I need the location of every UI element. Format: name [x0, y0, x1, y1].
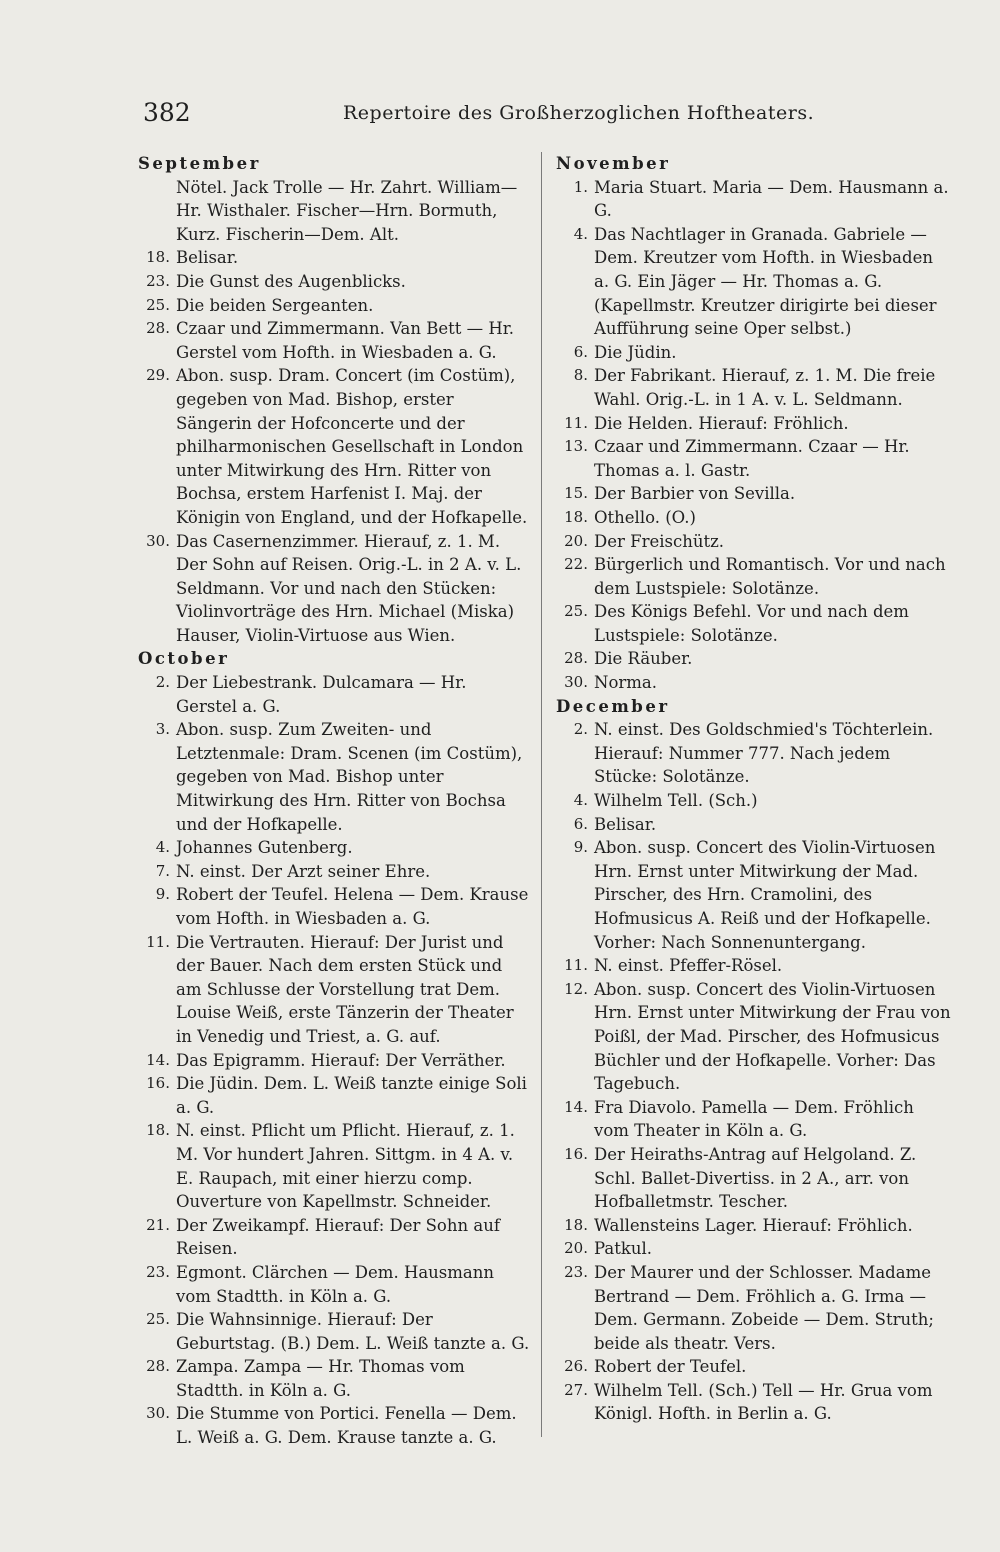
performance-entry — [138, 1308, 530, 1355]
entry-text: Die Wahnsinnige. Hierauf: Der Geburtstag. (B.) Dem. L. Weiß tanzte a. G. — [176, 1310, 530, 1353]
performance-entry — [556, 506, 952, 530]
entry-date: 18. — [146, 248, 170, 267]
left-column — [138, 152, 530, 1450]
entry-text: Der Freischütz. — [594, 531, 725, 551]
entry-date: 14. — [564, 1097, 588, 1116]
entry-text: Die Räuber. — [594, 649, 693, 669]
entry-date: 11. — [146, 932, 170, 951]
entry-text: Der Zweikampf. Hierauf: Der Sohn auf Reisen. — [176, 1215, 500, 1259]
entry-text: Belisar. — [594, 814, 657, 834]
performance-entry — [556, 553, 952, 600]
entry-date: 25. — [146, 295, 170, 314]
entry-text: N. einst. Der Arzt seiner Ehre. — [176, 861, 431, 881]
entry-date: 25. — [564, 602, 588, 621]
performance-entry — [138, 1402, 530, 1449]
performance-entry — [556, 978, 952, 1096]
entry-text: Abon. susp. Concert des Violin-Virtuosen Hrn. Ernst unter Mitwirkung der Frau von Poißl, der Mad. Pirscher, des Hofmusicus Büchler und der Hofkapelle. Vorher: Das Tagebuch. — [594, 979, 951, 1094]
entry-date: 28. — [146, 319, 170, 338]
entry-text: Der Barbier von Sevilla. — [594, 484, 796, 504]
entry-date: 30. — [146, 531, 170, 550]
entry-date: 4. — [573, 791, 588, 810]
performance-entry — [556, 600, 952, 647]
entry-date: 27. — [564, 1380, 588, 1399]
performance-entry — [556, 412, 952, 436]
entry-text: Bürgerlich und Romantisch. Vor und nach dem Lustspiele: Solotänze. — [594, 555, 946, 598]
entry-text: Der Heiraths-Antrag auf Helgoland. Z. Schl. Ballet-Divertiss. in 2 A., arr. von Hofballetmstr. Tescher. — [594, 1144, 917, 1212]
entry-date: 29. — [146, 366, 170, 385]
performance-entry — [556, 813, 952, 837]
entry-text: Das Epigramm. Hierauf: Der Verräther. — [176, 1050, 506, 1070]
performance-entry — [138, 931, 530, 1049]
entry-date: 30. — [564, 673, 588, 692]
entry-date: 30. — [146, 1404, 170, 1423]
entry-date: 25. — [146, 1310, 170, 1329]
entry-text: Belisar. — [176, 248, 239, 268]
performance-entry — [556, 1379, 952, 1426]
entry-date: 2. — [155, 673, 170, 692]
entry-text: Johannes Gutenberg. — [176, 838, 353, 858]
performance-entry — [138, 718, 530, 836]
performance-entry — [556, 1261, 952, 1355]
entry-text: Othello. (O.) — [594, 507, 696, 527]
entry-date: 14. — [146, 1050, 170, 1069]
entry-date: 28. — [146, 1357, 170, 1376]
performance-entry — [138, 1261, 530, 1308]
entry-date: 23. — [146, 271, 170, 290]
entry-text: N. einst. Des Goldschmied's Töchterlein. Hierauf: Nummer 777. Nach jedem Stücke: Solotänze. — [594, 720, 934, 787]
entry-text: N. einst. Pflicht um Pflicht. Hierauf, z. 1. M. Vor hundert Jahren. Sittgm. in 4 A. v. E. Raupach, mit einer hierzu comp. Ouverture von Kapellmstr. Schneider. — [176, 1121, 515, 1212]
entry-date: 20. — [564, 531, 588, 550]
performance-entry — [556, 1143, 952, 1214]
entry-date: 11. — [564, 956, 588, 975]
entry-date: 21. — [146, 1215, 170, 1234]
entry-text: Die beiden Sergeanten. — [176, 295, 374, 315]
entry-text: Czaar und Zimmermann. Czaar — Hr. Thomas a. l. Gastr. — [594, 437, 910, 480]
performance-entry — [138, 1049, 530, 1073]
entry-date: 13. — [564, 437, 588, 456]
performance-entry — [556, 647, 952, 671]
entry-text: Maria Stuart. Maria — Dem. Hausmann a. G. — [594, 177, 949, 221]
entry-text: Egmont. Clärchen — Dem. Hausmann vom Stadtth. in Köln a. G. — [176, 1262, 494, 1306]
entry-text: Der Fabrikant. Hierauf, z. 1. M. Die freie Wahl. Orig.-L. in 1 A. v. L. Seldmann. — [594, 366, 936, 409]
entry-date: 12. — [564, 979, 588, 998]
entry-text: Das Casernenzimmer. Hierauf, z. 1. M. Der Sohn auf Reisen. Orig.-L. in 2 A. v. L. Seldmann. Vor und nach den Stücken: Violinvorträge des Hrn. Michael (Miska) Hauser, Violin-Virtuose aus Wien. — [176, 531, 522, 645]
entry-date: 1. — [573, 177, 588, 196]
entry-text: Wallensteins Lager. Hierauf: Fröhlich. — [594, 1215, 913, 1235]
performance-entry — [138, 860, 530, 884]
performance-entry — [556, 364, 952, 411]
entry-date: 28. — [564, 649, 588, 668]
page-header — [143, 98, 843, 134]
entry-text: Czaar und Zimmermann. Van Bett — Hr. Gerstel vom Hofth. in Wiesbaden a. G. — [176, 319, 515, 362]
entry-date: 3. — [155, 720, 170, 739]
entry-date: 16. — [146, 1074, 170, 1093]
performance-entry — [138, 1072, 530, 1119]
entry-text: Die Vertrauten. Hierauf: Der Jurist und der Bauer. Nach dem ersten Stück und am Schlusse der Vorstellung trat Dem. Louise Weiß, erste Tänzerin der Theater in Venedig und Triest, a. G. auf. — [176, 932, 514, 1046]
entry-date: 22. — [564, 555, 588, 574]
performance-entry — [138, 1355, 530, 1402]
entry-text: N. einst. Pfeffer-Rösel. — [594, 956, 783, 976]
month-heading: November — [556, 154, 671, 173]
entry-date: 8. — [573, 366, 588, 385]
column-divider — [541, 152, 542, 1437]
performance-entry — [556, 671, 952, 695]
entry-text: Die Jüdin. Dem. L. Weiß tanzte einige Soli a. G. — [176, 1074, 527, 1117]
entry-date: 7. — [155, 861, 170, 880]
performance-entry — [138, 1119, 530, 1213]
performance-entry — [138, 246, 530, 270]
entry-text: Robert der Teufel. — [594, 1357, 747, 1377]
entry-text: Norma. — [594, 673, 657, 693]
performance-entry — [556, 836, 952, 954]
entry-date: 18. — [564, 507, 588, 526]
entry-text: Die Stumme von Portici. Fenella — Dem. L. Weiß a. G. Dem. Krause tanzte a. G. — [176, 1404, 517, 1448]
performance-entry — [138, 364, 530, 529]
performance-entry — [138, 530, 530, 648]
performance-entry — [138, 1214, 530, 1261]
entry-text: Die Jüdin. — [594, 342, 677, 362]
performance-entry — [556, 954, 952, 978]
entry-date: 18. — [564, 1215, 588, 1234]
performance-entry — [556, 1237, 952, 1261]
entry-text: Abon. susp. Concert des Violin-Virtuosen Hrn. Ernst unter Mitwirkung der Mad. Pirscher, des Hrn. Cramolini, des Hofmusicus A. Reiß und der Hofkapelle. Vorher: Nach Sonnenuntergang. — [594, 838, 936, 952]
performance-entry — [556, 223, 952, 341]
entry-date: 16. — [564, 1144, 588, 1163]
entry-date: 11. — [564, 413, 588, 432]
entry-text: Abon. susp. Dram. Concert (im Costüm), gegeben von Mad. Bishop, erster Sängerin der Hofconcerte und der philharmonischen Gesellschaft in London unter Mitwirkung des Hrn. Ritter von Bochsa, erstem Harfenist I. Maj. der Königin von England, und der Hofkapelle. — [176, 366, 528, 527]
performance-entry — [556, 789, 952, 813]
right-column — [556, 152, 952, 1426]
entry-text: Die Gunst des Augenblicks. — [176, 271, 406, 291]
entry-continuation: Nötel. Jack Trolle — Hr. Zahrt. William—Hr. Wisthaler. Fischer—Hrn. Bormuth, Kurz. Fischerin—Dem. Alt. — [176, 177, 518, 244]
entry-date: 15. — [564, 484, 588, 503]
month-heading: October — [138, 649, 230, 669]
entry-text: Die Helden. Hierauf: Fröhlich. — [594, 413, 849, 433]
entry-text: Zampa. Zampa — Hr. Thomas vom Stadtth. in Köln a. G. — [176, 1357, 465, 1400]
entry-date: 6. — [573, 342, 588, 361]
performance-entry — [556, 718, 952, 789]
month-heading: December — [556, 696, 670, 716]
entry-text: Robert der Teufel. Helena — Dem. Krause vom Hofth. in Wiesbaden a. G. — [176, 885, 529, 928]
entry-date: 4. — [155, 838, 170, 857]
entry-text: Wilhelm Tell. (Sch.) Tell — Hr. Grua vom Königl. Hofth. in Berlin a. G. — [594, 1380, 933, 1424]
entry-date: 20. — [564, 1239, 588, 1258]
entry-date: 9. — [573, 838, 588, 857]
performance-entry — [138, 671, 530, 718]
entry-date: 6. — [573, 814, 588, 833]
performance-entry — [556, 1096, 952, 1143]
entry-date: 4. — [573, 224, 588, 243]
performance-entry — [138, 836, 530, 860]
performance-entry — [138, 317, 530, 364]
performance-entry — [556, 341, 952, 365]
entry-text: Fra Diavolo. Pamella — Dem. Fröhlich vom Theater in Köln a. G. — [594, 1097, 914, 1141]
month-heading: September — [138, 154, 261, 173]
performance-entry — [138, 294, 530, 318]
entry-date: 23. — [564, 1262, 588, 1281]
performance-entry — [556, 530, 952, 554]
entry-date: 9. — [155, 885, 170, 904]
entry-text: Das Nachtlager in Granada. Gabriele — Dem. Kreutzer vom Hofth. in Wiesbaden a. G. Ein Jäger — Hr. Thomas a. G. (Kapellmstr. Kreutzer dirigirte bei dieser Aufführung seine Oper selbst.) — [594, 224, 937, 339]
entry-text: Abon. susp. Zum Zweiten- und Letztenmale: Dram. Scenen (im Costüm), gegeben von Mad. Bishop unter Mitwirkung des Hrn. Ritter von Bochsa und der Hofkapelle. — [176, 720, 523, 834]
performance-entry — [556, 1355, 952, 1379]
page-number: 382 — [143, 98, 191, 127]
performance-entry — [138, 883, 530, 930]
entry-text: Wilhelm Tell. (Sch.) — [594, 791, 758, 811]
performance-entry — [556, 482, 952, 506]
performance-entry — [556, 435, 952, 482]
entry-date: 26. — [564, 1357, 588, 1376]
performance-entry — [556, 1214, 952, 1238]
entry-date: 18. — [146, 1121, 170, 1140]
entry-text: Patkul. — [594, 1239, 652, 1259]
entry-text: Der Maurer und der Schlosser. Madame Bertrand — Dem. Fröhlich a. G. Irma — Dem. Germann. Zobeide — Dem. Struth; beide als theatr. Vers. — [594, 1262, 934, 1353]
entry-date: 23. — [146, 1262, 170, 1281]
running-title: Repertoire des Großherzoglichen Hoftheaters. — [343, 102, 815, 124]
entry-date: 2. — [573, 720, 588, 739]
entry-text: Des Königs Befehl. Vor und nach dem Lustspiele: Solotänze. — [594, 602, 909, 645]
performance-entry — [556, 176, 952, 223]
performance-entry — [138, 270, 530, 294]
entry-text: Der Liebestrank. Dulcamara — Hr. Gerstel a. G. — [176, 673, 467, 716]
